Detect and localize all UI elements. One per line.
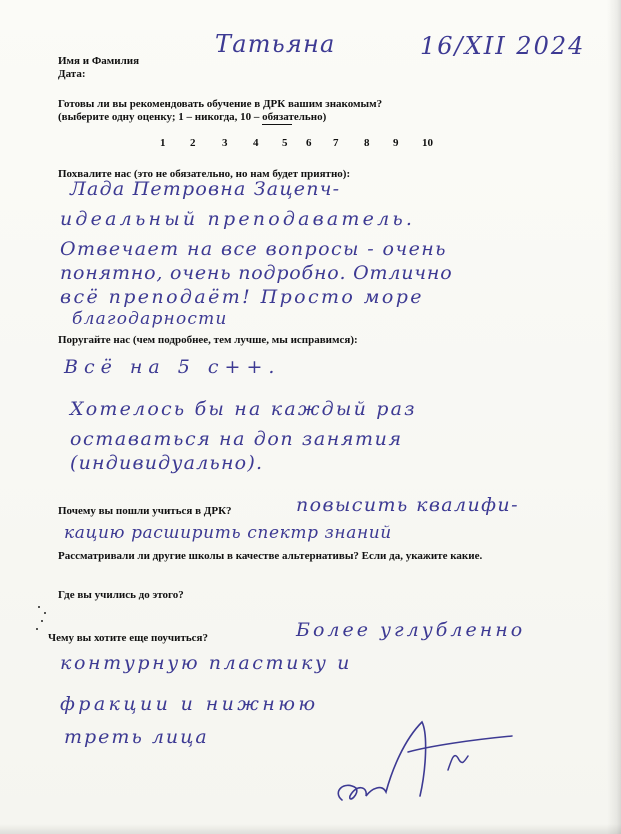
praise-line-1: Лада Петровна Зацепч- [70,178,341,200]
why-label: Почему вы пошли учиться в ДРК? [58,505,232,517]
criticize-line-2: Хотелось бы на каждый раз [70,398,417,420]
criticize-line-4: (индивидуально). [70,452,264,474]
praise-line-5: всё преподаёт! Просто море [60,286,424,308]
handwritten-name: Татьяна [215,30,336,58]
criticize-line-1: Всё на 5 с++. [64,356,281,378]
recommend-hint: (выберите одну оценку; 1 – никогда, 10 – обязательно) [58,111,327,123]
scale-6: 6 [306,137,312,149]
why-line-2: кацию расширить спектр знаний [64,523,392,543]
want-label: Чему вы хотите еще поучиться? [48,632,209,644]
paper-speck [44,612,46,614]
criticize-line-3: оставаться на доп занятия [70,428,403,450]
praise-line-6: благодарности [72,309,228,329]
signature [330,700,520,820]
paper-shadow-bottom [0,824,621,834]
praise-line-4: понятно, очень подробно. Отлично [60,262,453,284]
scale-9: 9 [393,137,399,149]
praise-line-3: Отвечает на все вопросы - очень [60,238,447,260]
where-label: Где вы учились до этого? [58,589,184,601]
scale-3: 3 [222,137,228,149]
scale-4: 4 [253,137,259,149]
handwritten-date: 16/XII 2024 [420,32,586,60]
date-label: Дата: [58,68,86,80]
want-line-4: треть лица [64,726,209,748]
want-line-2: контурную пластику и [60,652,353,674]
scale-5: 5 [282,137,288,149]
scale-8: 8 [364,137,370,149]
paper-shadow-right [607,0,621,834]
scale-1: 1 [160,137,166,149]
scale-10: 10 [422,137,433,149]
paper-speck [38,606,40,608]
recommend-question: Готовы ли вы рекомендовать обучение в ДРК вашим знакомым? [58,98,383,110]
name-label: Имя и Фамилия [58,55,140,67]
paper-speck [36,628,38,630]
recommend-selected-underline [262,124,292,125]
why-line-1: повысить квалифи- [296,494,519,516]
criticize-label: Поругайте нас (чем подробнее, тем лучше, мы исправимся): [58,334,358,346]
want-line-3: фракции и нижнюю [60,693,319,715]
paper-speck [41,620,43,622]
alternatives-label: Рассматривали ли другие школы в качестве альтернативы? Если да, укажите какие. [58,550,483,562]
praise-label: Похвалите нас (это не обязательно, но нам будет приятно): [58,168,351,180]
praise-line-2: идеальный преподаватель. [60,208,416,230]
want-line-1: Более углубленно [296,619,526,641]
scale-2: 2 [190,137,196,149]
scale-7: 7 [333,137,339,149]
